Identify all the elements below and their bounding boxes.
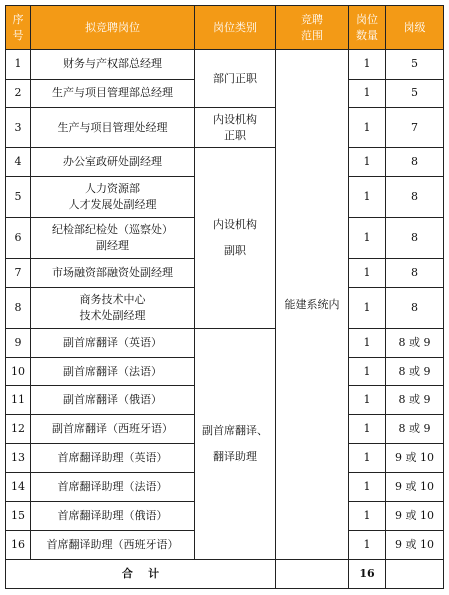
row-seq: 13 (6, 444, 31, 472)
row-count: 1 (349, 217, 386, 258)
row-position-line: 首席翻译助理（法语） (57, 480, 168, 494)
row-count: 1 (349, 108, 386, 148)
row-grade: 9 或 10 (386, 472, 444, 502)
row-position-line: 商务技术中心 (79, 293, 146, 307)
row-seq: 16 (6, 530, 31, 560)
header-category: 岗位类别 (195, 6, 276, 50)
row-category-line: 正职 (224, 128, 246, 142)
row-count: 1 (349, 472, 386, 502)
row-position (31, 79, 195, 107)
table-body (6, 50, 444, 589)
header-scope-line: 范围 (301, 28, 323, 42)
row-seq: 9 (6, 329, 31, 357)
row-grade: 9 或 10 (386, 444, 444, 472)
row-position-line: 生产与项目管理处经理 (57, 120, 168, 134)
row-seq: 11 (6, 386, 31, 414)
row-seq: 5 (6, 176, 31, 217)
row-position-line: 副首席翻译（俄语） (63, 393, 162, 407)
row-position-line: 副首席翻译（法语） (63, 364, 162, 378)
row-position-line: 市场融资部融资处副经理 (52, 266, 173, 280)
row-count: 1 (349, 50, 386, 80)
row-count: 1 (349, 502, 386, 530)
header-grade: 岗级 (386, 6, 444, 50)
scope-cell: 能建系统内 (276, 50, 349, 560)
row-seq: 10 (6, 357, 31, 385)
row-count: 1 (349, 444, 386, 472)
header-seq-line: 序 (12, 12, 24, 26)
row-position-line: 办公室政研处副经理 (63, 154, 162, 168)
header-count-line: 数量 (356, 28, 378, 42)
row-category-line: 部门正职 (213, 71, 257, 85)
row-grade: 5 (386, 79, 444, 107)
table-row (6, 148, 444, 176)
row-grade: 8 或 9 (386, 357, 444, 385)
row-position (31, 329, 195, 357)
row-position (31, 530, 195, 560)
row-count: 1 (349, 329, 386, 357)
row-category-line: 翻译助理 (213, 450, 257, 464)
row-seq: 3 (6, 108, 31, 148)
row-seq: 12 (6, 414, 31, 444)
row-seq: 14 (6, 472, 31, 502)
row-grade: 9 或 10 (386, 502, 444, 530)
header-position: 拟竞聘岗位 (31, 6, 195, 50)
row-grade: 8 (386, 258, 444, 288)
row-grade: 8 (386, 148, 444, 176)
row-seq: 7 (6, 258, 31, 288)
row-category-line: 内设机构 (213, 112, 257, 126)
row-seq: 15 (6, 502, 31, 530)
header-scope (276, 6, 349, 50)
row-position-line: 首席翻译助理（西班牙语） (46, 538, 179, 552)
row-position-line: 首席翻译助理（英语） (57, 451, 168, 465)
row-position (31, 50, 195, 80)
row-category (195, 329, 276, 560)
row-count: 1 (349, 414, 386, 444)
row-category (195, 108, 276, 148)
table-row (6, 50, 444, 80)
row-position (31, 444, 195, 472)
row-seq: 1 (6, 50, 31, 80)
row-seq: 6 (6, 217, 31, 258)
row-grade: 8 或 9 (386, 414, 444, 444)
row-count: 1 (349, 386, 386, 414)
row-grade: 7 (386, 108, 444, 148)
row-position-line: 人力资源部 (85, 181, 140, 195)
header-count-line: 岗位 (356, 12, 378, 26)
row-grade: 8 (386, 176, 444, 217)
row-position (31, 176, 195, 217)
row-position-line: 副首席翻译（西班牙语） (52, 422, 173, 436)
row-position-line: 首席翻译助理（俄语） (57, 509, 168, 523)
header-seq-line: 号 (12, 28, 24, 42)
row-position (31, 472, 195, 502)
total-label: 合 计 (6, 560, 276, 589)
row-position-line: 人才发展处副经理 (68, 197, 157, 211)
row-position (31, 288, 195, 329)
row-category-line: 副首席翻译、 (202, 424, 268, 438)
table-row (6, 329, 444, 357)
row-count: 1 (349, 258, 386, 288)
row-position-line: 纪检部纪检处（巡察处） (52, 222, 173, 236)
row-seq: 4 (6, 148, 31, 176)
row-position (31, 217, 195, 258)
row-position-line: 副首席翻译（英语） (63, 336, 162, 350)
header-count (349, 6, 386, 50)
table-row (6, 108, 444, 148)
header-scope-line: 竞聘 (301, 12, 323, 26)
total-count: 16 (349, 560, 386, 589)
row-position-line: 副经理 (96, 238, 129, 252)
row-position-line: 技术处副经理 (79, 309, 146, 323)
row-seq: 2 (6, 79, 31, 107)
row-position (31, 258, 195, 288)
row-position (31, 357, 195, 385)
row-category-line: 副职 (224, 244, 246, 258)
row-category (195, 50, 276, 108)
row-seq: 8 (6, 288, 31, 329)
total-scope-empty (276, 560, 349, 589)
row-position (31, 386, 195, 414)
row-position-line: 生产与项目管理部总经理 (52, 86, 173, 100)
row-count: 1 (349, 288, 386, 329)
total-row (6, 560, 444, 589)
row-category (195, 148, 276, 329)
header-seq (6, 6, 31, 50)
row-grade: 8 或 9 (386, 386, 444, 414)
row-grade: 8 (386, 217, 444, 258)
header-row (6, 6, 444, 50)
row-count: 1 (349, 79, 386, 107)
row-position (31, 108, 195, 148)
row-count: 1 (349, 148, 386, 176)
row-count: 1 (349, 176, 386, 217)
row-count: 1 (349, 357, 386, 385)
row-grade: 9 或 10 (386, 530, 444, 560)
row-position (31, 502, 195, 530)
row-position (31, 414, 195, 444)
row-count: 1 (349, 530, 386, 560)
row-position-line: 财务与产权部总经理 (63, 57, 162, 71)
row-grade: 8 或 9 (386, 329, 444, 357)
row-position (31, 148, 195, 176)
positions-table (5, 5, 444, 589)
row-grade: 8 (386, 288, 444, 329)
total-grade-empty (386, 560, 444, 589)
row-grade: 5 (386, 50, 444, 80)
row-category-line: 内设机构 (213, 218, 257, 232)
